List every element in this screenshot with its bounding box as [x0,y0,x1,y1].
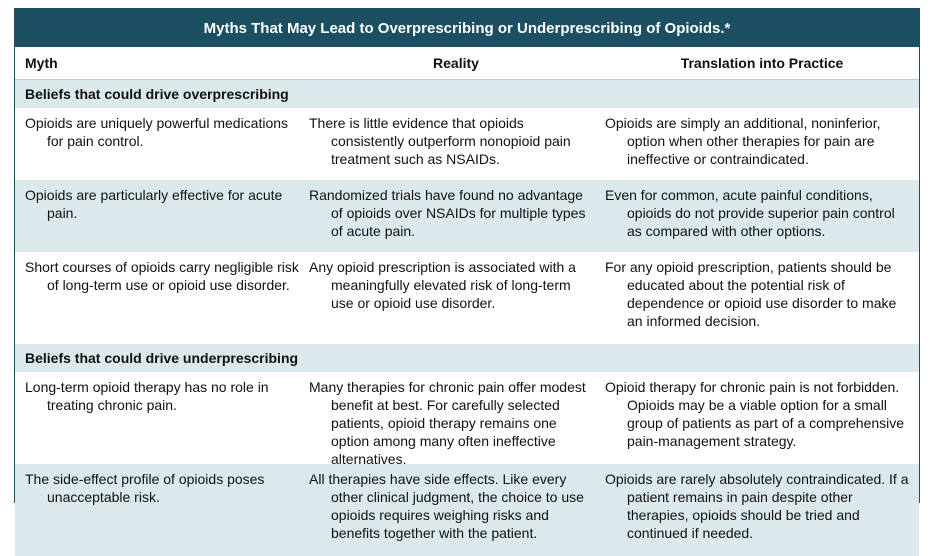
reality-cell: Any opioid prescription is associated with a meaningfully elevated risk of long-term use or opioid use disorder. [309,259,576,311]
myth-cell: Opioids are uniquely powerful medications for pain control. [25,115,289,149]
practice-cell: Opioids are simply an additional, noninferior, option when other therapies for pain are ineffective or contraindicated. [605,115,881,167]
section-heading-underprescribing: Beliefs that could drive underprescribing [15,344,919,372]
table-row [15,464,919,556]
table-row [15,180,919,252]
reality-cell: All therapies have side effects. Like every other clinical judgment, the choice to use opioids requires weighing risks and benefits together with the patient. [309,471,584,541]
practice-cell: For any opioid prescription, patients should be educated about the potential risk of dependence or opioid use disorder to make an informed decision. [605,259,897,329]
myth-cell: Long-term opioid therapy has no role in treating chronic pain. [25,379,269,413]
practice-cell: Opioids are rarely absolutely contraindicated. If a patient remains in pain despite other therapies, opioids should be tried and continued if needed. [605,471,909,541]
myth-cell: The side-effect profile of opioids poses unacceptable risk. [25,471,265,505]
myth-cell: Short courses of opioids carry negligible risk of long-term use or opioid use disorder. [25,259,299,293]
reality-cell: Many therapies for chronic pain offer modest benefit at best. For carefully selected patients, opioid therapy remains one option among many often ineffective alternatives. [309,379,586,467]
table-title: Myths That May Lead to Overprescribing or Underprescribing of Opioids.* [15,9,919,47]
practice-cell: Opioid therapy for chronic pain is not forbidden. Opioids may be a viable option for a small group of patients as part of a comprehensive pain-management strategy. [605,379,905,449]
table-row [15,372,919,467]
opioid-myths-table [14,8,920,541]
reality-cell: Randomized trials have found no advantage of opioids over NSAIDs for multiple types of acute pain. [309,187,586,239]
table-row [15,252,919,344]
column-header-myth: Myth [25,55,58,71]
practice-cell: Even for common, acute painful conditions, opioids do not provide superior pain control as compared with other options. [605,187,895,239]
section-heading-overprescribing: Beliefs that could drive overprescribing [15,80,919,108]
column-header-reality: Reality [433,55,479,71]
myth-cell: Opioids are particularly effective for acute pain. [25,187,283,221]
reality-cell: There is little evidence that opioids consistently outperform nonopioid pain treatment such as NSAIDs. [309,115,571,167]
column-header-row [15,47,919,80]
table-row [15,108,919,180]
column-header-practice: Translation into Practice [680,55,844,71]
